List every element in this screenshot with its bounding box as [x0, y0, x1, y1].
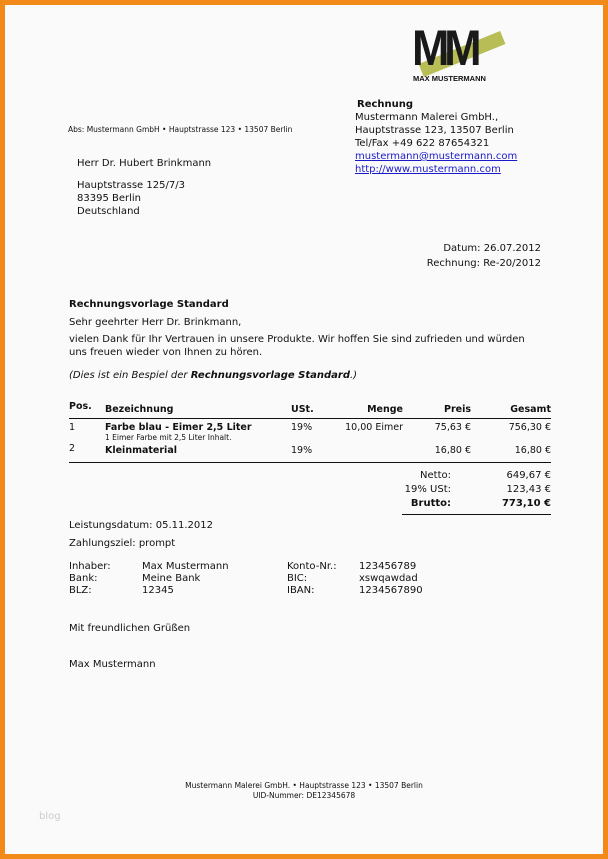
divider: [69, 462, 551, 463]
recipient-street: Hauptstrasse 125/7/3: [77, 180, 185, 191]
salutation: Sehr geehrter Herr Dr. Brinkmann,: [69, 317, 242, 328]
invoice-title: Rechnungsvorlage Standard: [69, 299, 229, 310]
document-type: Rechnung: [357, 99, 414, 110]
recipient-name: Herr Dr. Hubert Brinkmann: [77, 158, 212, 169]
invoice-number-label: Rechnung:: [426, 258, 480, 269]
date-value: 26.07.2012: [483, 243, 541, 254]
recipient-block: [77, 157, 211, 218]
company-block: [355, 98, 517, 176]
items-table: [69, 401, 551, 458]
footer: Mustermann Malerei GmbH. • Hauptstrasse 123 • 13507 Berlin UID-Nummer: DE12345678: [185, 781, 423, 800]
logo-letters: MM: [412, 20, 477, 76]
table-row: 1 Farbe blau - Eimer 2,5 Liter 19% 10,00 Eimer 75,63 € 756,30 €: [69, 419, 551, 434]
sender-line: Abs: Mustermann GmbH • Hauptstrasse 123 • 13507 Berlin: [68, 125, 293, 134]
company-phone: Tel/Fax +49 622 87654321: [355, 138, 490, 149]
closing: Mit freundlichen Grüßen: [69, 623, 191, 634]
logo-name: MAX MUSTERMANN: [413, 74, 486, 83]
watermark: blog: [39, 811, 61, 822]
payment-terms: Zahlungsziel: prompt: [69, 538, 176, 549]
recipient-city: 83395 Berlin: [77, 193, 142, 204]
table-row: 2 Kleinmaterial 19% 16,80 € 16,80 €: [69, 443, 551, 456]
invoice-number: Re-20/2012: [483, 258, 541, 269]
website-link[interactable]: http://www.mustermann.com: [355, 164, 501, 175]
company-name: Mustermann Malerei GmbH.,: [355, 112, 499, 123]
note: (Dies ist ein Bespiel der Rechnungsvorlage Standard.): [69, 370, 358, 381]
invoice-page: MM MAX MUSTERMANN Abs: Mustermann GmbH • Hauptstrasse 123 • 13507 Berlin Rechnung Mustermann Malerei GmbH., Hauptstrasse 123, 13507 Berlin Tel/Fax +49 622 87654321 mustermann@mustermann.com http://www.mustermann.com Herr Dr. Hubert Brinkmann Hauptstrasse 125/7/3 83395 Berlin Deutschland Datum: 26.07.2012 Rechnung: Re-20/2012 Rechnungsvorlage Standard Sehr geehrter Herr Dr. Brinkmann, vielen Dank für Ihr Vertrauen in unsere Produkte. Wir hoffen Sie sind zufrieden und würden uns freuen wieder von Ihnen zu hören. (Dies ist ein Bespiel der Rechnungsvorlage Standard.) Pos. Bezeichnung USt. Menge Preis Gesamt 1 Farbe blau - Eimer 2,5 Liter 19% 10,00 Eimer 75,63 € 756,30 € 1 Eimer Farbe mit 2,5 Liter Inhalt. 2 Kleinmaterial 19% 16,80 € 16,80 € Netto: 649,67 € 19% USt: 123,43 € Brutto: 773,10 € Leistungsdatum: 05.11.2012 Zahlungsziel: prompt Inhaber: Bank: BLZ: Max Mustermann Meine Bank 12345 Konto-Nr.: BIC: IBAN: 123456789 xswqawdad 1234567890 Mit freundlichen Grüßen Max Mustermann Mustermann Malerei GmbH. • Hauptstrasse 123 • 13507 Berlin UID-Nummer: DE12345678 blog: [0, 0, 608, 859]
email-link[interactable]: mustermann@mustermann.com: [355, 151, 518, 162]
company-logo: [410, 20, 505, 87]
table-header: Pos. Bezeichnung USt. Menge Preis Gesamt: [69, 401, 551, 415]
body-text: vielen Dank für Ihr Vertrauen in unsere Produkte. Wir hoffen Sie sind zufrieden und würden uns freuen wieder von Ihnen zu hören.: [69, 334, 525, 358]
service-date: Leistungsdatum: 05.11.2012: [69, 520, 213, 531]
recipient-country: Deutschland: [77, 206, 140, 217]
divider: [402, 514, 551, 515]
date-label: Datum:: [443, 243, 481, 254]
signature-name: Max Mustermann: [69, 659, 156, 670]
invoice-meta: [427, 241, 541, 271]
item-description: 1 Eimer Farbe mit 2,5 Liter Inhalt.: [105, 433, 232, 442]
totals: Netto: 649,67 € 19% USt: 123,43 € Brutto: 773,10 €: [404, 470, 551, 509]
company-address: Hauptstrasse 123, 13507 Berlin: [355, 125, 514, 136]
